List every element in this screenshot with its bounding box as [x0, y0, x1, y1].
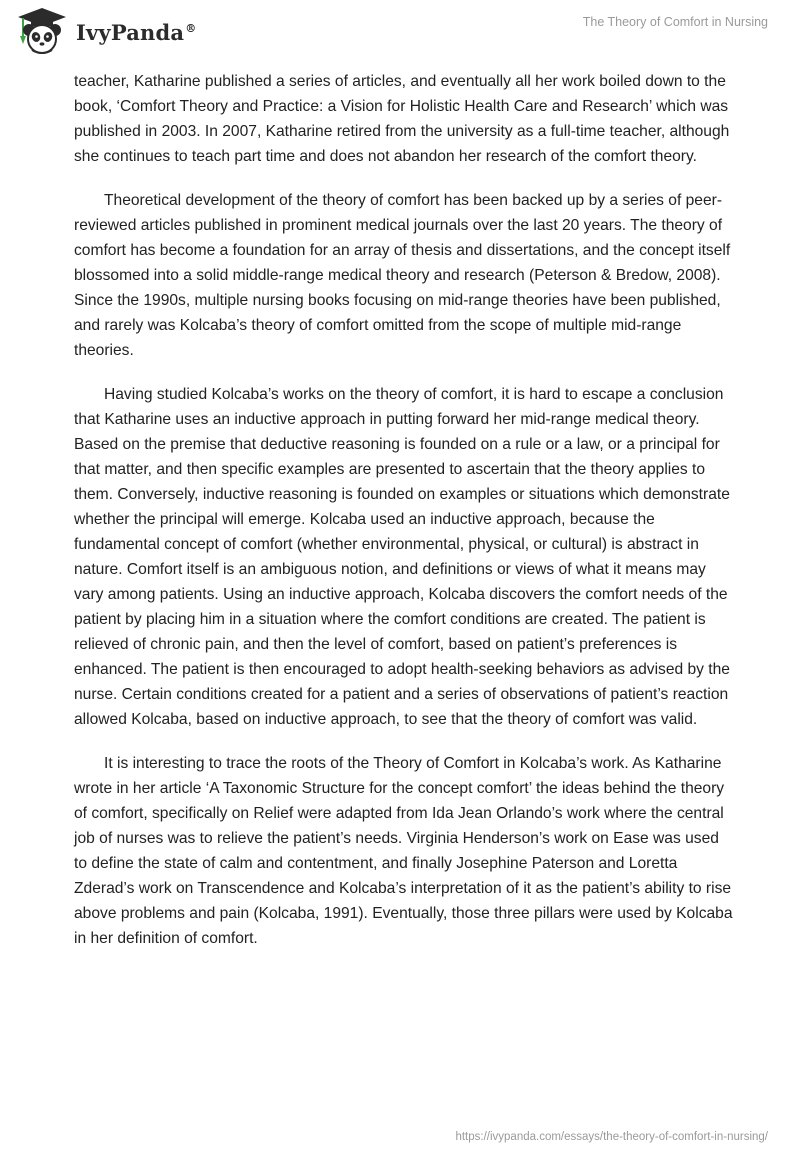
brand-logo[interactable]	[14, 6, 196, 56]
paragraph-2: Theoretical development of the theory of comfort has been backed up by a series of peer-reviewed articles published in prominent medical journals over the last 20 years. The theory of comfort has become a foundation for an array of thesis and dissertations, and the concept itself blossomed into a solid middle-range medical theory and research (Peterson & Bredow, 2008). Since the 1990s, multiple nursing books focusing on mid-range theories have been published, and rarely was Kolcaba’s theory of comfort omitted from the scope of multiple mid-range theories.	[74, 192, 731, 359]
page-header	[0, 0, 800, 60]
paragraph-4: It is interesting to trace the roots of the Theory of Comfort in Kolcaba’s work. As Katharine wrote in her article ‘A Taxonomic Structure for the concept comfort’ the ideas behind the theory of comfort, specifically on Relief were adapted from Ida Jean Orlando’s work where the central job of nurses was to relieve the patient’s needs. Virginia Henderson’s work on Ease was used to define the state of calm and contentment, and finally Josephine Paterson and Loretta Zderad’s work on Transcendence and Kolcaba’s interpretation of it as the patient’s ability to rise above problems and pain (Kolcaba, 1991). Eventually, those three pillars were used by Kolcaba in her definition of comfort.	[74, 755, 733, 947]
paragraph-3: Having studied Kolcaba’s works on the theory of comfort, it is hard to escape a conclusion that Katharine uses an inductive approach in putting forward her mid-range medical theory. Based on the premise that deductive reasoning is founded on a rule or a law, or a principal for that matter, and then specific examples are presented to ascertain that the theory applies to them. Conversely, inductive reasoning is founded on examples or situations which demonstrate whether the principal will emerge. Kolcaba used an inductive approach, because the fundamental concept of comfort (whether environmental, physical, or cultural) is abstract in nature. Comfort itself is an ambiguous notion, and definitions or views of what it means may vary among patients. Using an inductive approach, Kolcaba discovers the comfort needs of the patient by placing him in a situation where the comfort conditions are created. The patient is relieved of chronic pain, and then the level of comfort, based on patient’s preferences is enhanced. The patient is then encouraged to adopt health-seeking behaviors as advised by the nurse. Certain conditions created for a patient and a series of observations of patient’s reaction allowed Kolcaba, based on inductive approach, to see that the theory of comfort was valid.	[74, 386, 730, 728]
panda-graduate-icon	[14, 6, 70, 56]
brand-name: IvyPanda®	[76, 19, 197, 45]
document-title: The Theory of Comfort in Nursing	[582, 15, 768, 29]
paragraph-1: teacher, Katharine published a series of articles, and eventually all her work boiled down to the book, ‘Comfort Theory and Practice: a Vision for Holistic Health Care and Research’ which was published in 2003. In 2007, Katharine retired from the university as a full-time teacher, although she continues to teach part time and does not abandon her research of the comfort theory.	[74, 73, 730, 165]
source-url[interactable]: https://ivypanda.com/essays/the-theory-of-comfort-in-nursing/	[455, 1131, 768, 1143]
essay-body	[74, 69, 734, 970]
